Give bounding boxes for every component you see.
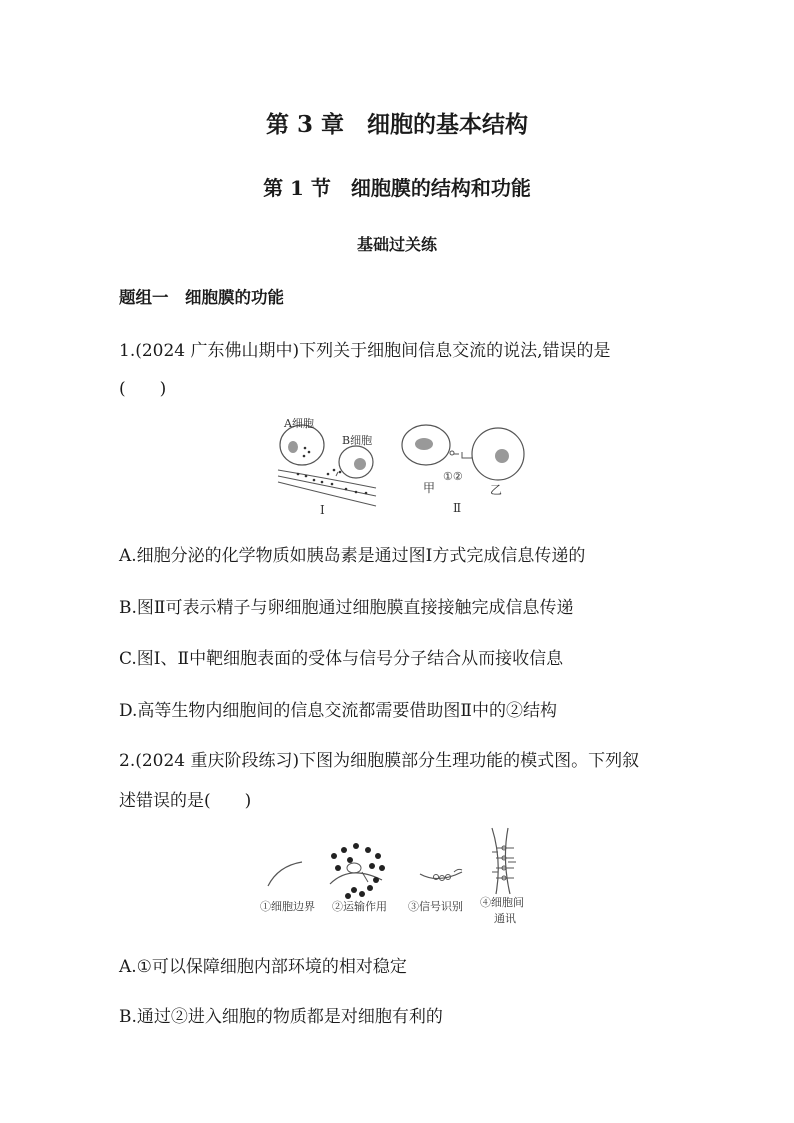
- panel-cell-boundary: [260, 862, 315, 913]
- figure-2-diagram: [402, 425, 524, 515]
- label-cell-boundary: ①细胞边界: [260, 900, 315, 913]
- chapter-title: 第 3 章 细胞的基本结构: [265, 111, 529, 138]
- exercise-title: 基础过关练: [356, 235, 437, 254]
- label-cell-communication-line2: 通讯: [494, 912, 516, 925]
- q1-figure: [276, 410, 526, 522]
- group-title: 题组一 细胞膜的功能: [119, 288, 284, 307]
- structure-labels: ①②: [443, 470, 463, 483]
- figure-2-caption: Ⅱ: [453, 501, 462, 515]
- yi-cell-nucleus: [495, 449, 509, 463]
- q2-figure: [258, 824, 548, 930]
- q2-option-b: B.通过②进入细胞的物质都是对细胞有利的: [119, 1007, 443, 1027]
- jia-label: 甲: [423, 481, 436, 495]
- yi-label: 乙: [490, 483, 503, 497]
- q2-stem-line1: 2.(2024 重庆阶段练习)下图为细胞膜部分生理功能的模式图。下列叙: [119, 751, 640, 771]
- q1-stem-line2: ( ): [119, 379, 167, 399]
- q1-option-b: B.图Ⅱ可表示精子与卵细胞通过细胞膜直接接触完成信息传递: [119, 598, 574, 618]
- section-title: 第 1 节 细胞膜的结构和功能: [263, 176, 531, 200]
- receptor-structure: [454, 452, 472, 458]
- b-cell-label: B细胞: [342, 434, 373, 447]
- q2-option-a: A.①可以保障细胞内部环境的相对稳定: [119, 957, 407, 977]
- a-cell-outline: [280, 425, 324, 465]
- a-cell-nucleus: [288, 441, 298, 453]
- q1-option-c: C.图Ⅰ、Ⅱ中靶细胞表面的受体与信号分子结合从而接收信息: [119, 649, 564, 669]
- q1-stem-line1: 1.(2024 广东佛山期中)下列关于细胞间信息交流的说法,错误的是: [119, 341, 611, 361]
- signal-molecule: [450, 451, 454, 455]
- jia-cell-nucleus: [415, 438, 433, 450]
- q2-stem-line2: 述错误的是( ): [119, 791, 252, 811]
- b-cell-nucleus: [354, 458, 366, 470]
- label-transport: ②运输作用: [332, 900, 387, 913]
- figure-1-caption: Ⅰ: [320, 503, 325, 517]
- membrane-curve: [268, 862, 302, 886]
- label-signal-recognition: ③信号识别: [408, 900, 463, 913]
- label-cell-communication-line1: ④细胞间: [480, 896, 524, 909]
- q1-option-d: D.高等生物内细胞间的信息交流都需要借助图Ⅱ中的②结构: [119, 701, 557, 721]
- panel-transport: [330, 843, 387, 913]
- a-cell-label: A细胞: [284, 417, 314, 430]
- panel-signal-recognition: [408, 869, 463, 913]
- figure-1-diagram: [278, 417, 376, 517]
- q1-option-a: A.细胞分泌的化学物质如胰岛素是通过图Ⅰ方式完成信息传递的: [119, 546, 586, 566]
- panel-cell-communication: [480, 828, 524, 925]
